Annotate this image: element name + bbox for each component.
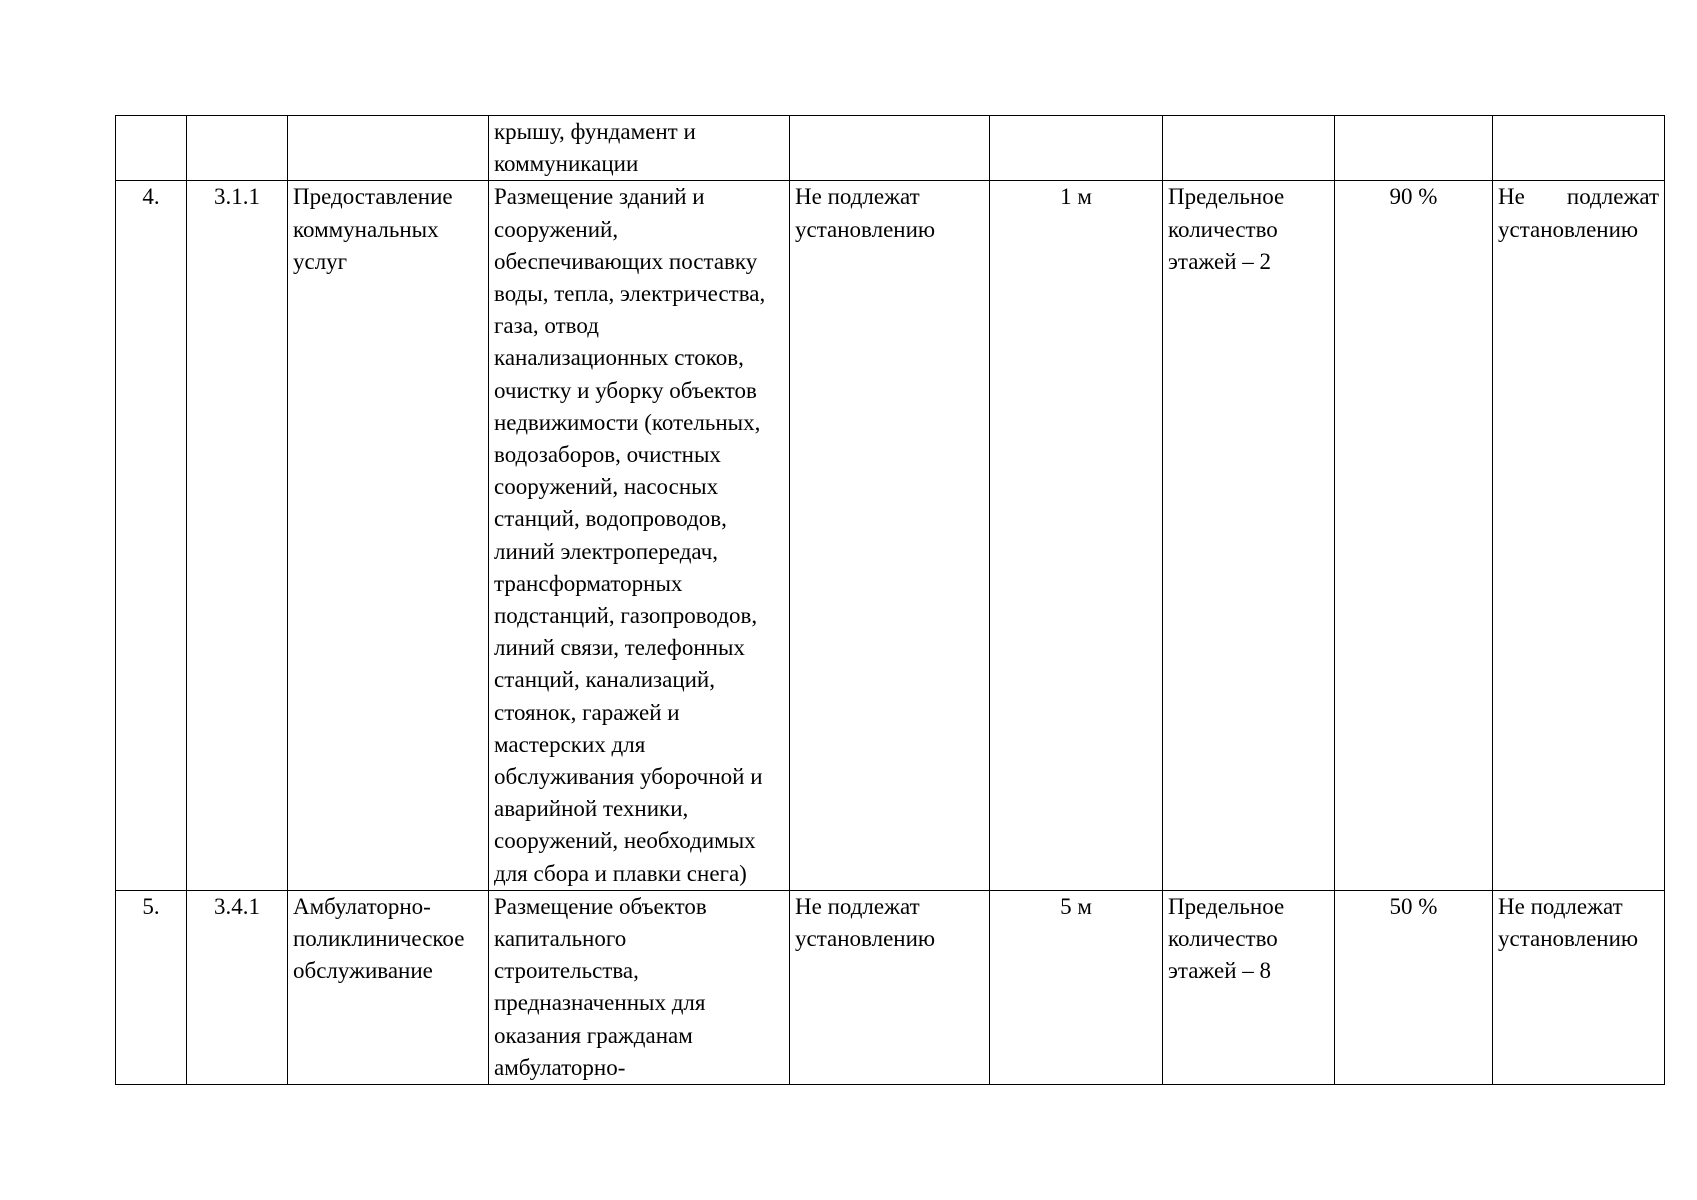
floors-cell: Предельное количество этажей – 2 xyxy=(1163,181,1335,890)
use-name-cell xyxy=(288,116,489,181)
use-name-cell: Амбулаторно- поликлиническое обслуживание xyxy=(288,890,489,1084)
min-area-cell: Не подлежат установлению xyxy=(790,181,990,890)
setback-cell: 1 м xyxy=(990,181,1163,890)
restrictions-cell: Не подлежат установлению xyxy=(1493,890,1665,1084)
description-cell: крышу, фундамент и коммуникации xyxy=(489,116,790,181)
table-row xyxy=(116,890,1665,1084)
restrictions-word: подлежат xyxy=(1566,184,1659,210)
coverage-cell xyxy=(1335,116,1493,181)
min-area-cell xyxy=(790,116,990,181)
table-row xyxy=(116,181,1665,890)
use-name-cell: Предоставление коммунальных услуг xyxy=(288,181,489,890)
row-number-cell xyxy=(116,116,187,181)
restrictions-line: установлению xyxy=(1498,216,1639,242)
restrictions-cell xyxy=(1493,181,1665,890)
description-cell: Размещение объектов капитального строительства, предназначенных для оказания гражданам амбулаторно- xyxy=(489,890,790,1084)
code-cell: 3.1.1 xyxy=(187,181,288,890)
description-cell: Размещение зданий и сооружений, обеспечивающих поставку воды, тепла, электричества, газа, отвод канализационных стоков, очистку и уборку объектов недвижимости (котельных, водозаборов, очистных сооружений, насосных станций, водопроводов, линий электропередач, трансформаторных подстанций, газопроводов, линий связи, телефонных станций, канализаций, стоянок, гаражей и мастерских для обслуживания уборочной и аварийной техники, сооружений, необходимых для сбора и плавки снега) xyxy=(489,181,790,890)
setback-cell: 5 м xyxy=(990,890,1163,1084)
zoning-regulations-table xyxy=(115,115,1665,1085)
setback-cell xyxy=(990,116,1163,181)
floors-cell: Предельное количество этажей – 8 xyxy=(1163,890,1335,1084)
floors-cell xyxy=(1163,116,1335,181)
row-number-cell: 5. xyxy=(116,890,187,1084)
min-area-cell: Не подлежат установлению xyxy=(790,890,990,1084)
coverage-cell: 50 % xyxy=(1335,890,1493,1084)
table-row xyxy=(116,116,1665,181)
code-cell: 3.4.1 xyxy=(187,890,288,1084)
restrictions-line xyxy=(1498,181,1659,213)
restrictions-cell xyxy=(1493,116,1665,181)
row-number-cell: 4. xyxy=(116,181,187,890)
restrictions-word: Не xyxy=(1498,184,1525,210)
code-cell xyxy=(187,116,288,181)
coverage-cell: 90 % xyxy=(1335,181,1493,890)
